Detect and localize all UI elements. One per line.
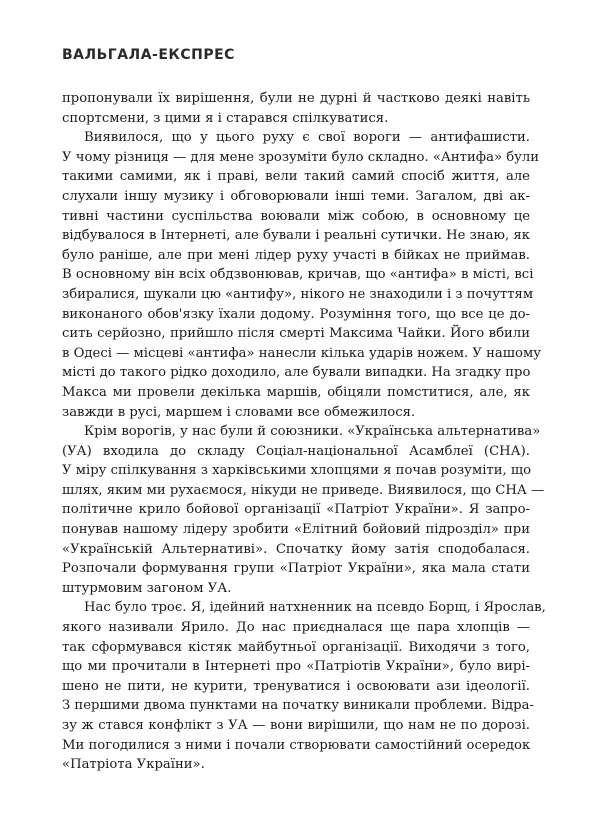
text-line: що ми прочитали в Інтернеті про «Патріотів України», було вирі- <box>62 659 530 675</box>
text-line: було раніше, але при мені лідер руху участі в бійках не приймав. <box>62 247 530 263</box>
running-head: ВАЛЬГАЛА-ЕКСПРЕС <box>62 47 235 63</box>
text-line: пропонували їх вирішення, були не дурні й частково деякі навіть <box>62 91 530 106</box>
text-line: «Українській Альтернативі». Спочатку йому затія сподобалася. <box>62 541 530 557</box>
text-line: З першими двома пунктами на початку виникали проблеми. Відра- <box>62 698 534 714</box>
text-line: в Одесі — місцеві «антифа» нанесли кілька ударів ножем. У нашому <box>62 345 541 361</box>
text-line: шено не пити, не курити, тренуватися і освоювати ази ідеології. <box>62 678 530 694</box>
text-line: збиралися, шукали цю «антифу», нікого не знаходили і з почуттям <box>62 286 534 302</box>
text-line: Крім ворогів, у нас були й союзники. «Українська альтернатива» <box>84 424 541 440</box>
text-line: так сформувався кістяк майбутньої організації. Виходячи з того, <box>62 639 530 655</box>
text-line: шлях, яким ми рухаємося, нікуди не приведе. Виявилося, що СНА — <box>62 482 545 498</box>
text-line: завжди в русі, маршем і словами все обмежилося. <box>62 404 416 420</box>
text-line: виконаного обов'язку їхали додому. Розуміння того, що все це до- <box>62 306 530 322</box>
paragraph <box>62 422 545 598</box>
text-line: відбувалося в Інтернеті, але бували і реальні сутички. Не знаю, як <box>62 228 530 244</box>
body-text <box>62 89 546 775</box>
text-line: зу ж стався конфлікт з УА — вони вирішили, що нам не по дорозі. <box>62 718 530 733</box>
text-line: Виявилося, що у цього руху є свої вороги — антифашисти. <box>84 130 530 146</box>
text-line: сить серйозно, прийшло після смерті Максима Чайки. Його вбили <box>62 326 530 342</box>
text-line: тивні частини суспільства воювали між собою, в основному це <box>62 208 530 224</box>
text-line: якого називали Ярило. До нас приєдналася ще пара хлопців — <box>62 620 530 636</box>
text-line: У чому різниця — для мене зрозуміти було складно. «Антифа» були <box>62 149 540 165</box>
text-line: Розпочали формування групи «Патріот України», яка мала стати <box>62 561 530 577</box>
paragraph <box>62 598 546 774</box>
paragraph <box>62 128 541 422</box>
text-line: У міру спілкування з харківськими хлопцями я почав розуміти, що <box>62 463 532 479</box>
text-line: Ми погодилися з ними і почали створювати самостійний осередок <box>62 737 531 753</box>
text-line: такими самими, як і праві, вели такий самий спосіб життя, але <box>62 169 530 185</box>
text-line: слухали іншу музику і обговорювали інші теми. Загалом, дві ак- <box>62 188 530 204</box>
paragraph <box>62 89 530 128</box>
text-line: (УА) входила до складу Соціал-національної Асамблеї (СНА). <box>62 443 530 459</box>
text-line: понував нашому лідеру зробити «Елітний бойовий підрозділ» при <box>62 522 530 538</box>
text-line: Нас було троє. Я, ідейний натхненник на псевдо Борщ, і Ярослав, <box>84 600 546 616</box>
text-line: політичне крило бойової організації «Патріот України». Я запро- <box>62 502 530 518</box>
text-line: В основному він всіх обдзвонював, кричав, що «антифа» в місті, всі <box>62 267 534 283</box>
text-line: місті до такого рідко доходило, але бували випадки. На згадку про <box>62 365 531 381</box>
text-line: «Патріота України». <box>62 757 205 773</box>
text-line: штурмовим загоном УА. <box>62 580 232 596</box>
text-line: спортсмени, з цими я і старався спілкуватися. <box>62 110 389 126</box>
text-line: Макса ми провели декілька маршів, обіцяли помститися, але, як <box>62 384 530 400</box>
